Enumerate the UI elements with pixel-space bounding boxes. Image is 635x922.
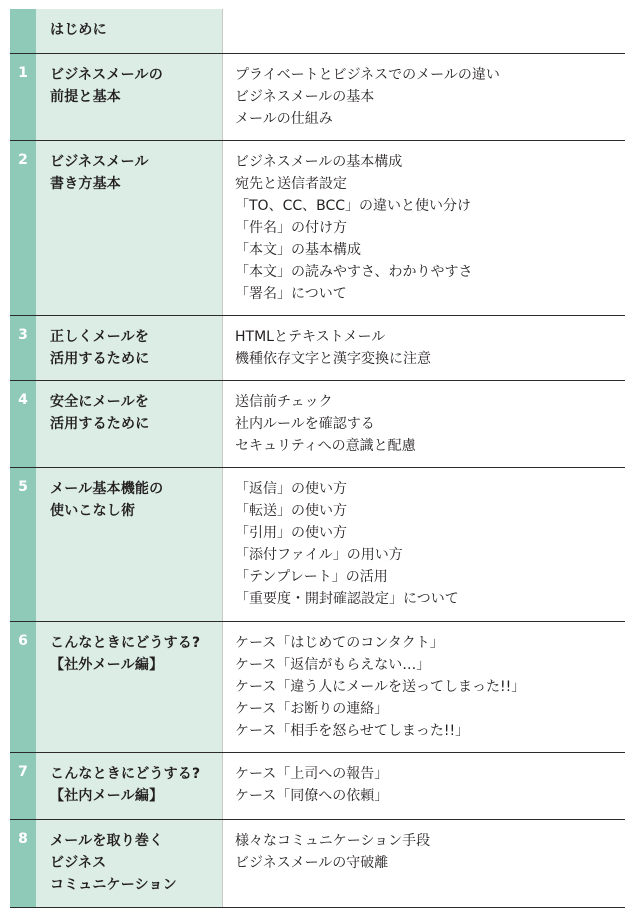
chapter-number-cell — [10, 53, 36, 140]
chapter-number-cell — [10, 467, 36, 621]
chapter-number: 5 — [18, 478, 28, 495]
section-list — [223, 316, 625, 370]
chapter-title: はじめに — [50, 22, 107, 38]
section-item: 送信前チェック — [235, 393, 333, 410]
section-item: ケース「違う人にメールを送ってしまった!!」 — [235, 678, 526, 695]
section-list — [223, 753, 625, 807]
section-item: 「重要度・開封確認設定」について — [235, 590, 459, 607]
chapter-number-cell — [10, 315, 36, 380]
section-item: ケース「同僚への依頼」 — [235, 787, 389, 804]
section-item: 「テンプレート」の活用 — [235, 568, 388, 585]
section-list — [223, 54, 625, 130]
section-item: ケース「返信がもらえない…」 — [235, 656, 431, 673]
section-item: ビジネスメールの守破離 — [235, 854, 389, 871]
toc-row — [10, 9, 625, 53]
chapter-title-cell — [36, 621, 223, 752]
section-item: ケース「上司への報告」 — [235, 765, 389, 782]
section-list-cell — [223, 9, 626, 53]
section-list-cell — [223, 53, 626, 140]
chapter-title: こんなときにどうする? 【社内メール編】 — [50, 765, 201, 804]
chapter-title-cell — [36, 467, 223, 621]
chapter-number: 6 — [18, 632, 28, 649]
chapter-title: 安全にメールを 活用するために — [50, 393, 150, 432]
section-item: 「件名」の付け方 — [235, 219, 347, 236]
toc-row — [10, 819, 625, 907]
chapter-number: 2 — [18, 151, 28, 168]
section-item: HTMLとテキストメール — [235, 328, 386, 345]
toc-row — [10, 53, 625, 140]
section-list — [223, 141, 625, 305]
section-item: ビジネスメールの基本 — [235, 88, 375, 105]
chapter-title-cell — [36, 53, 223, 140]
section-item: 「TO、CC、BCC」の違いと使い分け — [235, 197, 472, 214]
chapter-number: 4 — [18, 391, 28, 408]
section-list-cell — [223, 467, 626, 621]
chapter-number-cell — [10, 819, 36, 907]
chapter-number-cell — [10, 380, 36, 467]
section-item: ケース「相手を怒らせてしまった!!」 — [235, 722, 470, 739]
section-list — [223, 468, 625, 610]
chapter-title-cell — [36, 315, 223, 380]
chapter-number: 3 — [18, 326, 28, 343]
section-list-cell — [223, 140, 626, 315]
section-item: ビジネスメールの基本構成 — [235, 153, 403, 170]
section-list-cell — [223, 621, 626, 752]
chapter-number-cell — [10, 140, 36, 315]
section-list — [223, 622, 625, 742]
toc-row — [10, 380, 625, 467]
table-of-contents — [10, 9, 625, 908]
chapter-number-cell — [10, 621, 36, 752]
toc-row — [10, 467, 625, 621]
toc-row — [10, 621, 625, 752]
chapter-title-cell — [36, 752, 223, 819]
chapter-number — [10, 9, 36, 20]
section-item: ケース「お断りの連絡」 — [235, 700, 389, 717]
section-list — [223, 9, 625, 19]
section-item: ケース「はじめてのコンタクト」 — [235, 634, 444, 651]
section-item: 「本文」の読みやすさ、わかりやすさ — [235, 263, 473, 280]
section-list-cell — [223, 380, 626, 467]
chapter-title: 正しくメールを 活用するために — [50, 328, 150, 367]
section-item: 様々なコミュニケーション手段 — [235, 832, 431, 849]
chapter-number-cell — [10, 752, 36, 819]
section-list — [223, 820, 625, 874]
section-list-cell — [223, 819, 626, 907]
chapter-title: こんなときにどうする? 【社外メール編】 — [50, 634, 201, 673]
chapter-title-cell — [36, 380, 223, 467]
chapter-title: メール基本機能の 使いこなし術 — [50, 480, 164, 519]
section-item: 「本文」の基本構成 — [235, 241, 361, 258]
section-item: 社内ルールを確認する — [235, 415, 375, 432]
chapter-title: ビジネスメール 書き方基本 — [50, 153, 149, 192]
section-item: 「返信」の使い方 — [235, 480, 347, 497]
toc-body — [10, 9, 625, 907]
chapter-number: 8 — [18, 830, 28, 847]
chapter-title: ビジネスメールの 前提と基本 — [50, 66, 163, 105]
section-item: メールの仕組み — [235, 110, 333, 127]
chapter-number-cell — [10, 9, 36, 53]
toc-row — [10, 752, 625, 819]
section-item: 機種依存文字と漢字変換に注意 — [235, 350, 431, 367]
section-list-cell — [223, 315, 626, 380]
chapter-number: 1 — [18, 64, 28, 81]
section-item: 宛先と送信者設定 — [235, 175, 347, 192]
chapter-title: メールを取り巻く ビジネス コミュニケーション — [50, 832, 177, 893]
section-item: 「添付ファイル」の用い方 — [235, 546, 403, 563]
toc-row — [10, 315, 625, 380]
section-item: 「引用」の使い方 — [235, 524, 347, 541]
chapter-title-cell — [36, 140, 223, 315]
chapter-title-cell — [36, 9, 223, 53]
section-item: セキュリティへの意識と配慮 — [235, 437, 416, 454]
toc-row — [10, 140, 625, 315]
section-item: 「転送」の使い方 — [235, 502, 347, 519]
section-item: プライベートとビジネスでのメールの違い — [235, 66, 500, 83]
chapter-number: 7 — [18, 763, 28, 780]
section-item: 「署名」について — [235, 285, 347, 302]
section-list-cell — [223, 752, 626, 819]
section-list — [223, 381, 625, 457]
chapter-title-cell — [36, 819, 223, 907]
